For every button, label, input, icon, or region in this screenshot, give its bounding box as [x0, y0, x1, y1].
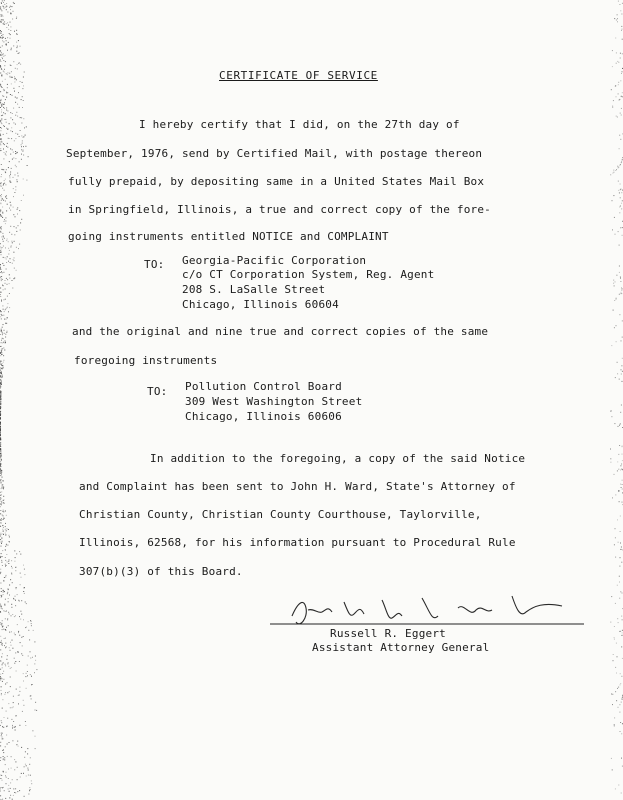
paragraph-1-line-2: September, 1976, send by Certified Mail, with postage thereon — [66, 147, 483, 160]
signatory-name: Russell R. Eggert — [330, 627, 446, 640]
paragraph-1-line-4: in Springfield, Illinois, a true and correct copy of the fore- — [68, 203, 491, 216]
paragraph-1-line-3: fully prepaid, by depositing same in a United States Mail Box — [68, 175, 485, 188]
recipient-2-label: TO: — [147, 385, 168, 398]
signatory-title: Assistant Attorney General — [312, 641, 490, 654]
recipient-1-line-4: Chicago, Illinois 60604 — [182, 298, 339, 311]
recipient-1-line-3: 208 S. LaSalle Street — [182, 283, 326, 296]
recipient-1-line-1: Georgia-Pacific Corporation — [182, 254, 367, 267]
recipient-1-label: TO: — [144, 258, 165, 271]
paragraph-1-line-1: I hereby certify that I did, on the 27th day of — [139, 118, 460, 131]
paragraph-1-line-5: going instruments entitled NOTICE and COMPLAINT — [68, 230, 389, 243]
paragraph-3-line-1: In addition to the foregoing, a copy of the said Notice — [150, 452, 526, 465]
paragraph-3-line-5: 307(b)(3) of this Board. — [79, 565, 243, 578]
recipient-2-line-2: 309 West Washington Street — [185, 395, 363, 408]
document-title: CERTIFICATE OF SERVICE — [219, 69, 378, 82]
paragraph-3-line-2: and Complaint has been sent to John H. Ward, State's Attorney of — [79, 480, 516, 493]
recipient-2-line-1: Pollution Control Board — [185, 380, 342, 393]
paragraph-3-line-3: Christian County, Christian County Courthouse, Taylorville, — [79, 508, 482, 521]
recipient-1-line-2: c/o CT Corporation System, Reg. Agent — [182, 268, 435, 281]
paragraph-2-line-2: foregoing instruments — [74, 354, 218, 367]
paragraph-2-line-1: and the original and nine true and correct copies of the same — [72, 325, 489, 338]
recipient-2-line-3: Chicago, Illinois 60606 — [185, 410, 342, 423]
paragraph-3-line-4: Illinois, 62568, for his information pursuant to Procedural Rule — [79, 536, 516, 549]
